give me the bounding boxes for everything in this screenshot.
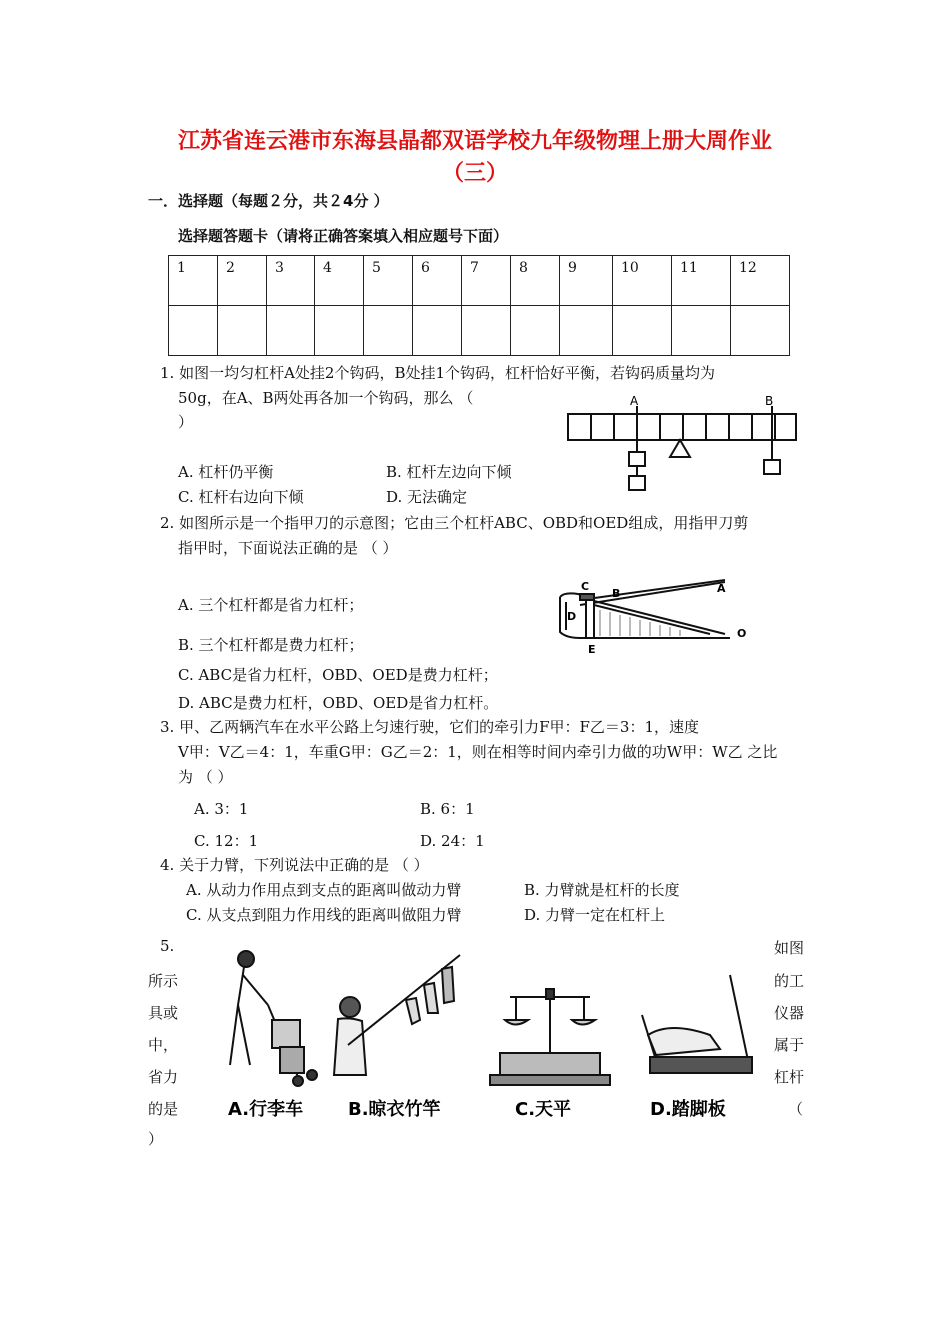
answer-card-number-row xyxy=(169,256,790,306)
answer-cell[interactable] xyxy=(218,306,267,356)
q1-option-c[interactable]: C. 杠杆右边向下倾 xyxy=(178,488,304,506)
answer-card-number: 5 xyxy=(364,256,413,306)
q1-stem-line3: ） xyxy=(178,413,194,431)
q2-nail-clipper-figure xyxy=(550,570,760,660)
answer-card-number: 8 xyxy=(511,256,560,306)
q1-lever-figure xyxy=(560,390,810,500)
q2-fig-label-c: C xyxy=(581,580,590,593)
answer-cell[interactable] xyxy=(672,306,731,356)
answer-cell[interactable] xyxy=(169,306,218,356)
q5-caption-d: D.踏脚板 xyxy=(650,1099,726,1120)
answer-cell[interactable] xyxy=(413,306,462,356)
q2-fig-label-o: O xyxy=(737,627,747,640)
section-heading: 一．选择题（每题２分，共２4分 ） xyxy=(148,192,389,210)
q1-fig-label-a: A xyxy=(630,394,639,408)
answer-card-number: 3 xyxy=(267,256,315,306)
q4-stem: 4. 关于力臂，下列说法中正确的是 （ ） xyxy=(160,856,429,874)
q2-option-b[interactable]: B. 三个杠杆都是费力杠杆； xyxy=(178,636,364,654)
q5-left-text: 具或 xyxy=(148,1004,179,1022)
q1-option-a[interactable]: A. 杠杆仍平衡 xyxy=(178,463,274,481)
q2-fig-label-d: D xyxy=(567,610,577,623)
q4-option-c[interactable]: C. 从支点到阻力作用线的距离叫做阻力臂 xyxy=(186,906,462,924)
answer-card-number: 12 xyxy=(731,256,790,306)
q4-option-a[interactable]: A. 从动力作用点到支点的距离叫做动力臂 xyxy=(186,881,462,899)
q3-option-b[interactable]: B. 6：1 xyxy=(420,800,475,818)
q5-left-text: 5. xyxy=(160,937,175,955)
page-title-sub: （三） xyxy=(441,161,508,186)
balance-scale-drawing xyxy=(490,989,610,1085)
q1-stem-line2: 50g，在A、B两处再各加一个钩码，那么 （ xyxy=(178,389,474,407)
q3-option-d[interactable]: D. 24：1 xyxy=(420,832,485,850)
q2-option-c[interactable]: C. ABC是省力杠杆，OBD、OED是费力杠杆； xyxy=(178,666,498,684)
answer-card-number: 2 xyxy=(218,256,267,306)
luggage-cart-drawing xyxy=(230,951,317,1086)
q1-option-d[interactable]: D. 无法确定 xyxy=(386,488,468,506)
page-title: 江苏省连云港市东海县晶都双语学校九年级物理上册大周作业 xyxy=(177,129,772,154)
q5-right-text: 仪器 xyxy=(774,1004,805,1022)
q4-option-d[interactable]: D. 力臂一定在杠杆上 xyxy=(524,906,666,924)
q3-option-c[interactable]: C. 12：1 xyxy=(194,832,259,850)
answer-card-answer-row xyxy=(169,306,790,356)
answer-card-number: 6 xyxy=(413,256,462,306)
q5-right-text: 的工 xyxy=(774,972,805,990)
q5-left-text: 所示 xyxy=(148,972,179,990)
answer-cell[interactable] xyxy=(731,306,790,356)
q3-option-a[interactable]: A. 3：1 xyxy=(194,800,249,818)
answer-cell[interactable] xyxy=(315,306,364,356)
q1-stem-line1: 1. 如图一均匀杠杆A处挂2个钩码，B处挂1个钩码，杠杆恰好平衡，若钩码质量均为 xyxy=(160,364,716,382)
q5-right-text: 属于 xyxy=(774,1036,805,1054)
answer-card-number: 10 xyxy=(613,256,672,306)
q2-option-a[interactable]: A. 三个杠杆都是省力杠杆； xyxy=(178,596,364,614)
q5-left-text: 的是 xyxy=(148,1100,179,1118)
answer-card-number: 4 xyxy=(315,256,364,306)
q5-right-text: 杠杆 xyxy=(774,1068,805,1086)
answer-card-number: 7 xyxy=(462,256,511,306)
q5-left-text: 省力 xyxy=(148,1068,179,1086)
q2-fig-label-e: E xyxy=(588,643,596,656)
q4-option-b[interactable]: B. 力臂就是杠杆的长度 xyxy=(524,881,680,899)
answer-cell[interactable] xyxy=(462,306,511,356)
answer-card-table xyxy=(168,255,790,356)
answer-card-number: 1 xyxy=(169,256,218,306)
answer-cell[interactable] xyxy=(560,306,613,356)
q1-fig-label-b: B xyxy=(765,394,774,408)
q2-fig-label-b: B xyxy=(612,587,621,600)
q2-stem-line1: 2. 如图所示是一个指甲刀的示意图；它由三个杠杆ABC、OBD和OED组成，用指甲刀剪 xyxy=(160,514,749,532)
q5-right-text: 如图 xyxy=(774,939,805,957)
q5-left-text: 中， xyxy=(148,1036,179,1054)
foot-pedal-drawing xyxy=(642,975,752,1073)
q2-fig-label-a: A xyxy=(717,582,726,595)
q2-option-d[interactable]: D. ABC是费力杠杆，OBD、OED是省力杠杆。 xyxy=(178,694,499,712)
q1-option-b[interactable]: B. 杠杆左边向下倾 xyxy=(386,463,512,481)
answer-cell[interactable] xyxy=(364,306,413,356)
q3-stem-line2: V甲：V乙＝4：1，车重G甲：G乙＝2：1，则在相等时间内牵引力做的功W甲：W乙 之比 xyxy=(178,743,778,761)
q5-left-text: ） xyxy=(148,1130,164,1148)
q5-caption-a: A.行李车 xyxy=(228,1099,304,1120)
clothes-pole-drawing xyxy=(334,955,460,1075)
answer-cell[interactable] xyxy=(511,306,560,356)
q2-stem-line2: 指甲时，下面说法正确的是 （ ） xyxy=(178,539,398,557)
answer-card-number: 9 xyxy=(560,256,613,306)
answer-card-title: 选择题答题卡（请将正确答案填入相应题号下面） xyxy=(178,227,509,245)
q5-caption-c: C.天平 xyxy=(515,1099,572,1120)
q5-right-text: （ xyxy=(788,1100,804,1118)
answer-cell[interactable] xyxy=(613,306,672,356)
q3-stem-line3: 为 （ ） xyxy=(178,768,233,786)
q3-stem-line1: 3. 甲、乙两辆汽车在水平公路上匀速行驶，它们的牵引力F甲：F乙＝3：1，速度 xyxy=(160,718,699,736)
answer-card-number: 11 xyxy=(672,256,731,306)
q5-caption-b: B.晾衣竹竿 xyxy=(348,1099,441,1120)
q5-tools-figure xyxy=(210,945,765,1123)
answer-cell[interactable] xyxy=(267,306,315,356)
